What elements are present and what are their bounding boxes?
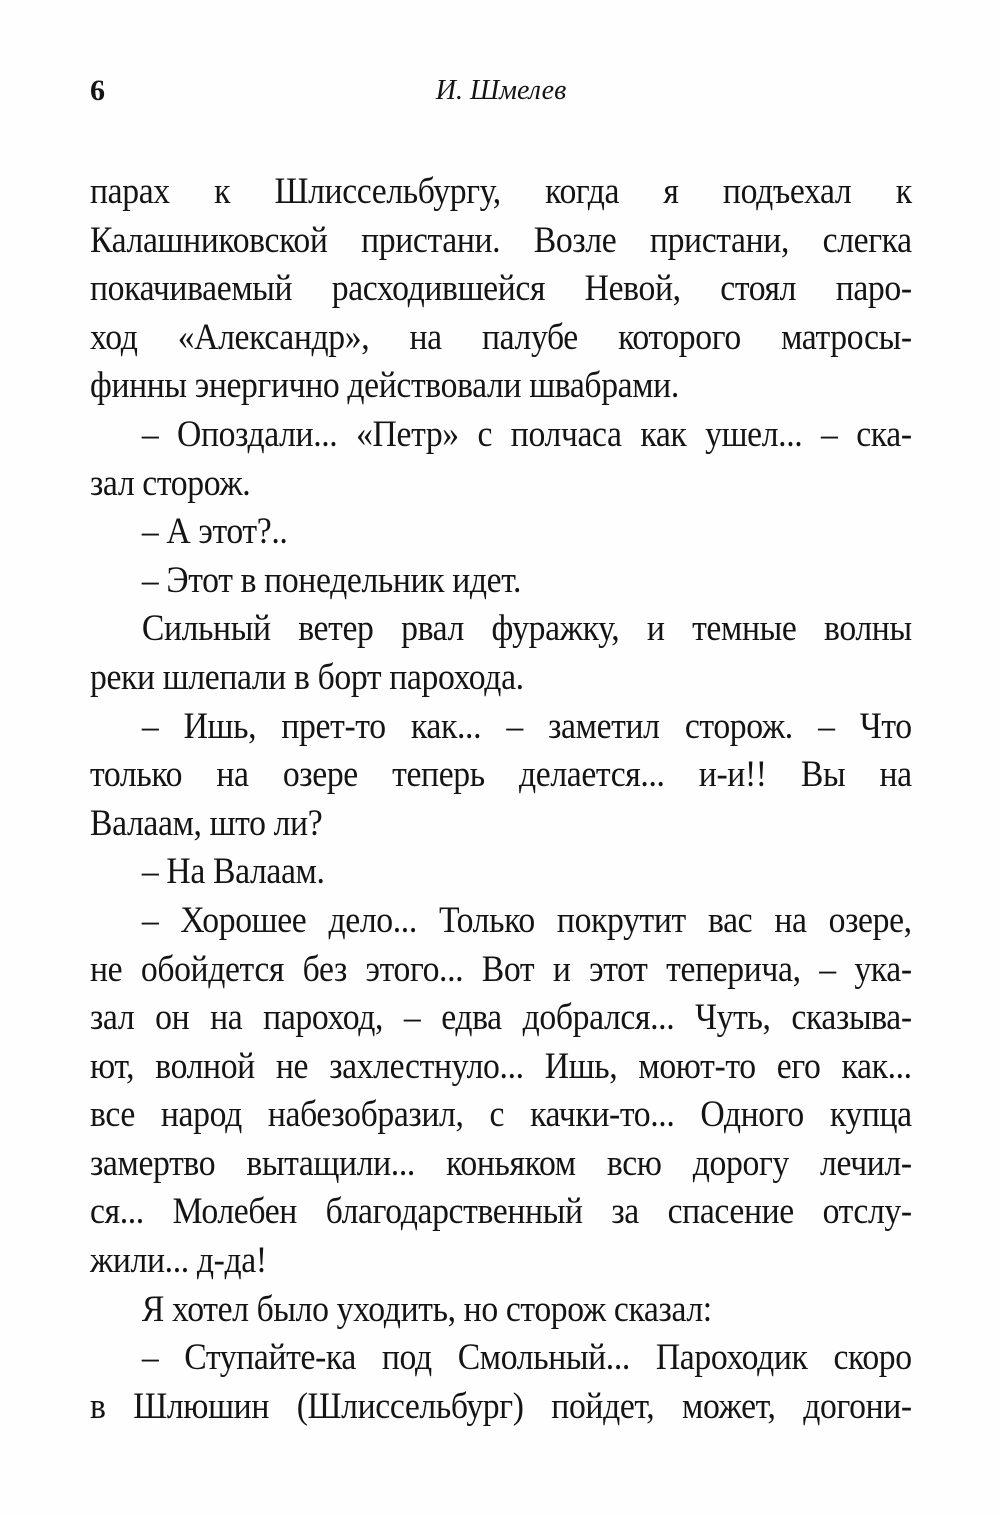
- text-line: жили... д-да!: [90, 1240, 267, 1282]
- paragraph: [90, 605, 912, 702]
- text-line: Сильный ветер рвал фуражку, и темные волны: [141, 608, 912, 650]
- text-line: не обойдется без этого... Вот и этот теперича, – ука-: [90, 948, 912, 990]
- paragraph: [90, 1286, 912, 1335]
- text-line: парах к Шлиссельбургу, когда я подъехал к: [90, 171, 912, 212]
- text-line: – А этот?..: [141, 511, 288, 553]
- paragraph: [90, 557, 912, 606]
- body-text: [90, 168, 912, 1431]
- text-line: в Шлюшин (Шлиссельбург) пойдет, может, догони-: [90, 1385, 912, 1427]
- paragraph: [90, 508, 912, 557]
- text-line: Калашниковской пристани. Возле пристани, слегка: [90, 219, 912, 261]
- text-line: ют, волной не захлестнуло... Ишь, моют-то его как...: [90, 1045, 912, 1087]
- paragraph: [90, 168, 912, 411]
- paragraph: [90, 848, 912, 897]
- running-title: И. Шмелев: [435, 75, 567, 106]
- text-line: – Хорошее дело... Только покрутит вас на озере,: [141, 899, 912, 941]
- text-line: реки шлепали в борт парохода.: [90, 656, 524, 698]
- text-line: покачиваемый расходившейся Невой, стоял паро-: [90, 268, 912, 310]
- text-line: зал сторож.: [90, 462, 251, 504]
- text-line: замертво вытащили... коньяком всю дорогу лечил-: [90, 1142, 912, 1184]
- text-line: – На Валаам.: [141, 851, 325, 893]
- text-line: только на озере теперь делается... и-и!! Вы на: [90, 754, 912, 796]
- text-line: – Ступайте-ка под Смольный... Пароходик скоро: [141, 1337, 912, 1379]
- text-line: ход «Александр», на палубе которого матросы-: [90, 316, 912, 358]
- text-line: – Опоздали... «Петр» с полчаса как ушел... – ска-: [141, 413, 912, 455]
- text-line: Я хотел было уходить, но сторож сказал:: [141, 1288, 712, 1330]
- text-line: все народ набезобразил, с качки-то... Одного купца: [90, 1094, 912, 1136]
- paragraph: [90, 1334, 912, 1431]
- paragraph: [90, 703, 912, 849]
- text-line: – Этот в понедельник идет.: [141, 559, 522, 601]
- text-line: – Ишь, прет-то как... – заметил сторож. – Что: [141, 705, 912, 747]
- text-line: зал он на пароход, – едва добрался... Чуть, сказыва-: [90, 997, 912, 1039]
- text-line: ся... Молебен благодарственный за спасение отслу-: [90, 1191, 912, 1233]
- text-line: финны энергично действовали швабрами.: [90, 365, 679, 407]
- page-number: 6: [90, 74, 105, 107]
- paragraph: [90, 411, 912, 508]
- text-line: Валаам, што ли?: [90, 802, 323, 844]
- paragraph: [90, 897, 912, 1286]
